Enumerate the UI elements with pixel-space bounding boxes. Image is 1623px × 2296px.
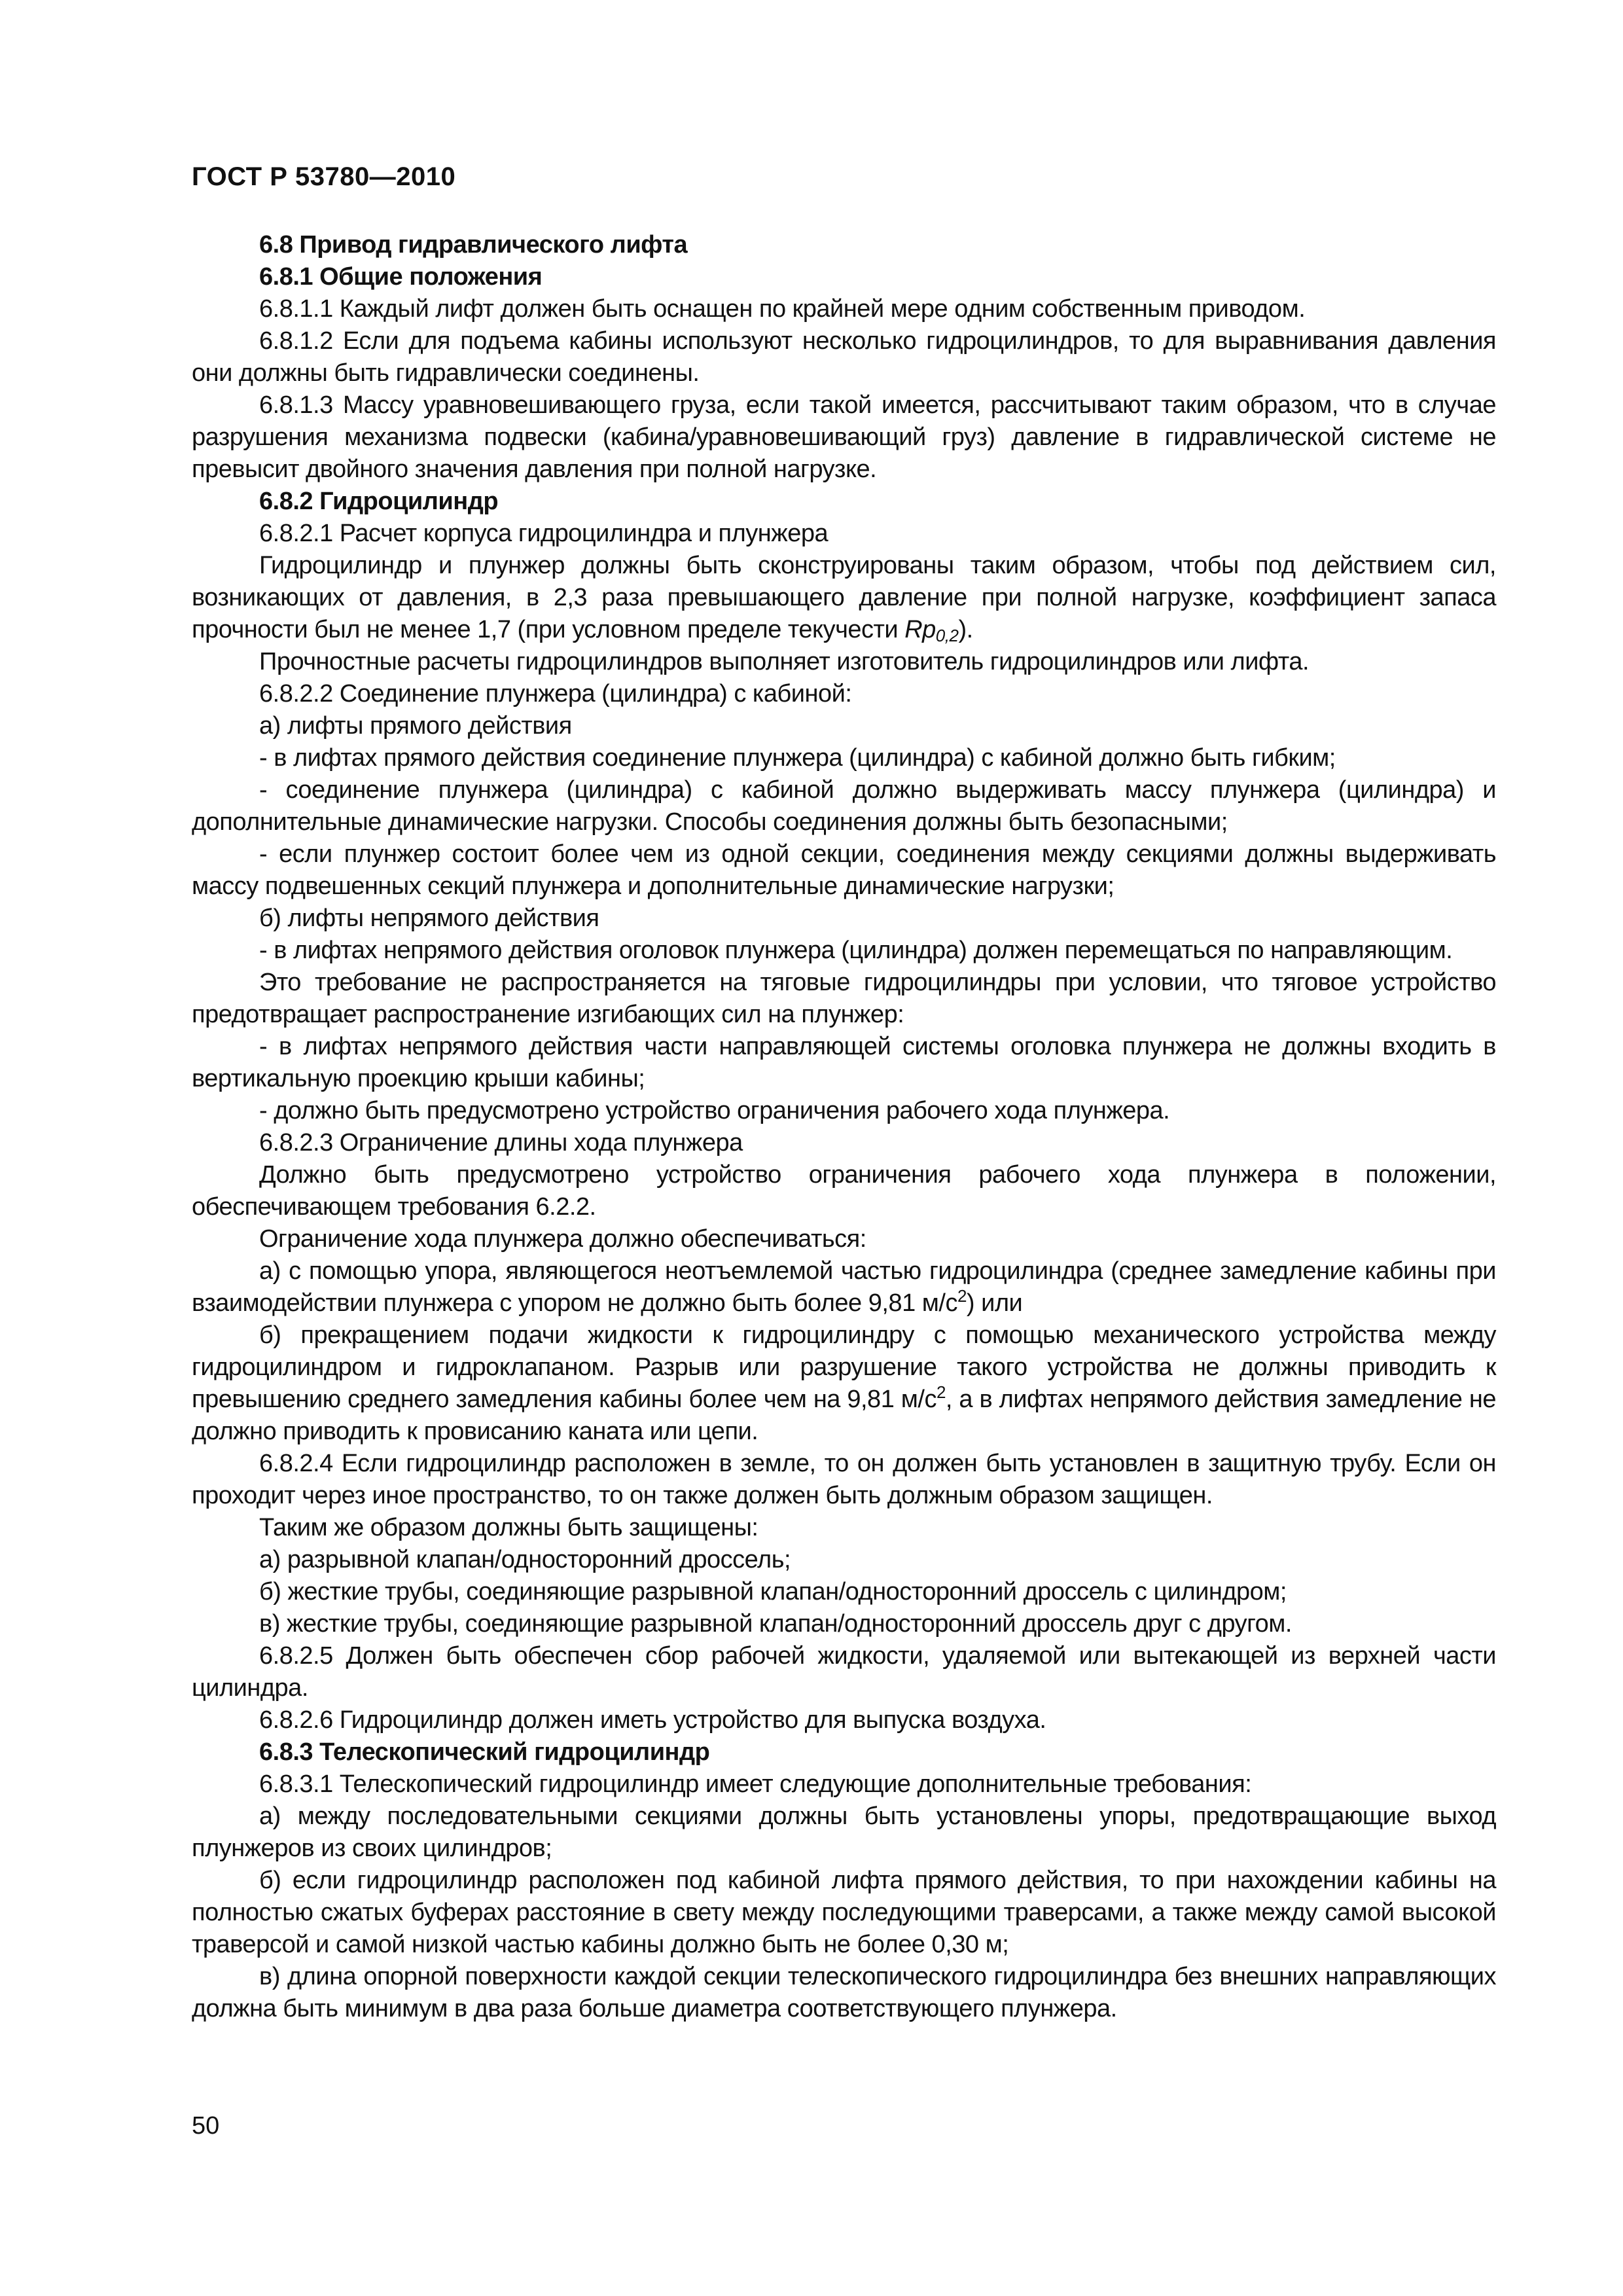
paragraph: Таким же образом должны быть защищены: — [259, 1514, 758, 1541]
paragraph: 6.8.1.1 Каждый лифт должен быть оснащен по крайней мере одним собственным приводом. — [259, 295, 1306, 323]
section-heading: 6.8.1 Общие положения — [259, 263, 543, 291]
paragraph: а) разрывной клапан/односторонний дроссель; — [259, 1546, 791, 1573]
paragraph: а) лифты прямого действия — [259, 712, 572, 740]
paragraph: а) между последовательными секциями должны быть установлены упоры, предотвращающие выход плунжеров из своих цилиндров; — [192, 1803, 1496, 1862]
paragraph: Прочностные расчеты гидроцилиндров выполняет изготовитель гидроцилиндров или лифта. — [259, 648, 1310, 675]
paragraph: - если плунжер состоит более чем из одной секции, соединения между секциями должны выдерживать массу подвешенных секций плунжера и дополнительные динамические нагрузки; — [192, 840, 1496, 900]
section-heading: 6.8.2 Гидроцилиндр — [259, 488, 499, 515]
paragraph: 6.8.1.3 Массу уравновешивающего груза, если такой имеется, рассчитывают таким образом, что в случае разрушения механизма подвески (кабина/уравновешивающий груз) давление в гидравлической системе не превысит двойного значения давления при полной нагрузке. — [192, 391, 1496, 483]
section-heading: 6.8 Привод гидравлического лифта — [259, 231, 688, 259]
paragraph: 6.8.2.3 Ограничение длины хода плунжера — [259, 1129, 743, 1157]
paragraph: в) длина опорной поверхности каждой секции телескопического гидроцилиндра без внешних направляющих должна быть минимум в два раза больше диаметра соответствующего плунжера. — [192, 1963, 1496, 2022]
paragraph: Это требование не распространяется на тяговые гидроцилиндры при условии, что тяговое устройство предотвращает распространение изгибающих сил на плунжер: — [192, 969, 1496, 1028]
paragraph: в) жесткие трубы, соединяющие разрывной клапан/односторонний дроссель друг с другом. — [259, 1610, 1292, 1638]
paragraph: 6.8.1.2 Если для подъема кабины используют несколько гидроцилиндров, то для выравнивания давления они должны быть гидравлически соединены. — [192, 327, 1496, 387]
paragraph: 6.8.2.6 Гидроцилиндр должен иметь устройство для выпуска воздуха. — [259, 1706, 1046, 1734]
paragraph: Должно быть предусмотрено устройство ограничения рабочего хода плунжера в положении, обеспечивающем требования 6.2.2. — [192, 1161, 1496, 1221]
paragraph: - в лифтах непрямого действия оголовок плунжера (цилиндра) должен перемещаться по направляющим. — [259, 937, 1453, 964]
page-number: 50 — [192, 2112, 220, 2140]
paragraph: б) если гидроцилиндр расположен под кабиной лифта прямого действия, то при нахождении кабины на полностью сжатых буферах расстояние в свету между последующими траверсами, а также между самой высокой траверсой и самой низкой частью кабины должно быть не более 0,30 м; — [192, 1867, 1496, 1958]
document-body — [192, 229, 1496, 2025]
paragraph: а) с помощью упора, являющегося неотъемлемой частью гидроцилиндра (среднее замедление кабины при взаимодействии плунжера с упором не должно быть более 9,81 $м/с^2$) или — [192, 1257, 1496, 1317]
paragraph: 6.8.2.2 Соединение плунжера (цилиндра) с кабиной: — [259, 680, 852, 708]
document-header: ГОСТ Р 53780—2010 — [192, 162, 456, 191]
paragraph: б) прекращением подачи жидкости к гидроцилиндру с помощью механического устройства между гидроцилиндром и гидроклапаном. Разрыв или разрушение такого устройства не должны приводить к превышению среднего замедления кабины более чем на 9,81 $м/с^2$, а в лифтах непрямого действия замедление не должно приводить к провисанию каната или цепи. — [192, 1321, 1496, 1445]
paragraph: - соединение плунжера (цилиндра) с кабиной должно выдерживать массу плунжера (цилиндра) и дополнительные динамические нагрузки. Способы соединения должны быть безопасными; — [192, 776, 1496, 836]
paragraph: Ограничение хода плунжера должно обеспечиваться: — [259, 1225, 866, 1253]
paragraph: - в лифтах прямого действия соединение плунжера (цилиндра) с кабиной должно быть гибким; — [259, 744, 1336, 772]
section-heading: 6.8.3 Телескопический гидроцилиндр — [259, 1738, 710, 1766]
paragraph: 6.8.2.5 Должен быть обеспечен сбор рабочей жидкости, удаляемой или вытекающей из верхней части цилиндра. — [192, 1642, 1496, 1702]
paragraph: Гидроцилиндр и плунжер должны быть сконструированы таким образом, чтобы под действием сил, возникающих от давления, в 2,3 раза превышающего давление при полной нагрузке, коэффициент запаса прочности был не менее 1,7 (при условном пределе текучести $Rp_{0,2}$). — [192, 552, 1496, 645]
paragraph: б) лифты непрямого действия — [259, 905, 599, 932]
paragraph: б) жесткие трубы, соединяющие разрывной клапан/односторонний дроссель с цилиндром; — [259, 1578, 1287, 1605]
paragraph: 6.8.2.4 Если гидроцилиндр расположен в земле, то он должен быть установлен в защитную трубу. Если он проходит через иное пространство, то он также должен быть должным образом защищен. — [192, 1450, 1496, 1509]
paragraph: - должно быть предусмотрено устройство ограничения рабочего хода плунжера. — [259, 1097, 1170, 1124]
paragraph: 6.8.3.1 Телескопический гидроцилиндр имеет следующие дополнительные требования: — [259, 1770, 1252, 1798]
paragraph: - в лифтах непрямого действия части направляющей системы оголовка плунжера не должны входить в вертикальную проекцию крыши кабины; — [192, 1033, 1496, 1092]
paragraph: 6.8.2.1 Расчет корпуса гидроцилиндра и плунжера — [259, 520, 829, 547]
